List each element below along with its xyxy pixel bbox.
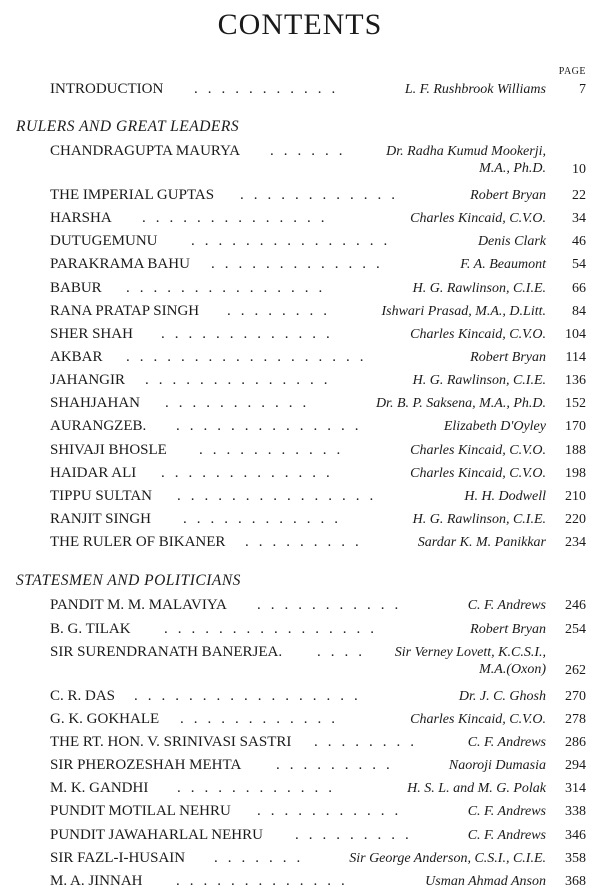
- entry-title: SHIVAJI BHOSLE: [50, 441, 167, 458]
- entry-page-number: 34: [572, 211, 586, 227]
- leader-dots: ...........: [257, 803, 409, 820]
- entry-page-number: 358: [565, 850, 586, 866]
- entry-title: AURANGZEB.: [50, 418, 147, 435]
- entry-author: Charles Kincaid, C.V.O.: [410, 211, 546, 227]
- toc-entry: [50, 415, 586, 438]
- toc-entry: [50, 777, 586, 800]
- toc-entry: [50, 300, 586, 323]
- entry-title: RANJIT SINGH: [50, 511, 151, 528]
- toc-entry: [50, 230, 586, 253]
- leader-dots: ........: [227, 302, 337, 319]
- entry-title: SHER SHAH: [50, 325, 133, 342]
- toc-entry: [50, 346, 586, 369]
- entry-page-number: 286: [565, 734, 586, 750]
- leader-dots: .............: [211, 256, 390, 273]
- toc-entry: [50, 78, 586, 101]
- entry-title: SIR FAZL-I-HUSAIN: [50, 849, 186, 866]
- entry-page-number: 314: [565, 781, 586, 797]
- entry-title: INTRODUCTION: [50, 81, 164, 97]
- entry-page-number: 234: [565, 535, 586, 551]
- leader-dots: ...............: [126, 279, 333, 296]
- leader-dots: ................: [164, 620, 384, 637]
- toc-entry: [50, 184, 586, 207]
- leader-dots: ......: [270, 143, 353, 159]
- entry-page-number: 270: [565, 688, 586, 704]
- page-title: CONTENTS: [217, 8, 383, 41]
- toc-entry: [50, 508, 586, 531]
- toc-entry: [50, 392, 586, 415]
- leader-dots: ............: [180, 710, 345, 727]
- entry-title: RANA PRATAP SINGH: [50, 302, 200, 319]
- entry-author: Dr. J. C. Ghosh: [458, 688, 546, 704]
- entry-title: THE RT. HON. V. SRINIVASI SASTRI: [50, 733, 292, 750]
- entry-page-number: 188: [565, 442, 586, 458]
- entry-page-number: 220: [565, 512, 586, 528]
- entry-author: F. A. Beaumont: [460, 257, 546, 273]
- entry-author: Charles Kincaid, C.V.O.: [410, 442, 546, 458]
- entry-page-number: 198: [565, 465, 586, 481]
- entry-title: SHAHJAHAN: [50, 395, 141, 412]
- entry-author: C. F. Andrews: [467, 598, 546, 614]
- entry-page-number: 10: [572, 162, 586, 177]
- entry-author: Elizabeth D'Oyley: [443, 419, 546, 435]
- entry-page-number: 210: [565, 488, 586, 504]
- entry-page-number: 46: [572, 234, 586, 250]
- entry-author: Ishwari Prasad, M.A., D.Litt.: [381, 303, 546, 319]
- entry-author: H. G. Rawlinson, C.I.E.: [412, 280, 546, 296]
- leader-dots: ..............: [176, 418, 369, 435]
- section-heading: RULERS AND GREAT LEADERS: [16, 118, 240, 135]
- leader-dots: ............: [177, 780, 342, 797]
- entry-page-number: 114: [565, 350, 586, 366]
- entry-title: HARSHA: [50, 210, 112, 227]
- entry-title: PUNDIT MOTILAL NEHRU: [50, 803, 231, 820]
- entry-page-number: 254: [565, 621, 586, 637]
- leader-dots: .............: [161, 464, 340, 481]
- entry-author: Robert Bryan: [470, 187, 546, 203]
- leader-dots: ...........: [199, 441, 351, 458]
- entry-page-number: 104: [565, 326, 586, 342]
- leader-dots: .........: [295, 826, 419, 843]
- leader-dots: ...............: [191, 233, 398, 250]
- entry-page-number: 7: [579, 82, 586, 97]
- leader-dots: .........: [276, 757, 400, 774]
- toc-entry: [50, 800, 586, 823]
- entry-page-number: 170: [565, 419, 586, 435]
- toc-entry: [50, 369, 586, 392]
- entry-author: Charles Kincaid, C.V.O.: [410, 465, 546, 481]
- entry-page-number: 368: [565, 873, 586, 889]
- toc-entry: [50, 847, 586, 870]
- leader-dots: ..............: [142, 210, 335, 227]
- entry-author: Robert Bryan: [470, 621, 546, 637]
- leader-dots: ........: [314, 733, 424, 750]
- entry-author: C. F. Andrews: [467, 804, 546, 820]
- leader-dots: .........: [245, 534, 369, 551]
- entry-title: THE RULER OF BIKANER: [50, 534, 226, 551]
- leader-dots: .............: [161, 325, 340, 342]
- entry-title: PANDIT M. M. MALAVIYA: [50, 597, 227, 614]
- entry-author: Denis Clark: [477, 234, 546, 250]
- leader-dots: ..............: [145, 372, 338, 389]
- entry-title: SIR PHEROZESHAH MEHTA: [50, 757, 242, 774]
- entry-author: Sir George Anderson, C.S.I., C.I.E.: [349, 850, 546, 866]
- entry-title: PUNDIT JAWAHARLAL NEHRU: [50, 826, 263, 843]
- entry-title: C. R. DAS: [50, 687, 116, 704]
- entry-author: H. G. Rawlinson, C.I.E.: [412, 512, 546, 528]
- toc-entry: [50, 462, 586, 485]
- section-heading: STATESMEN AND POLITICIANS: [16, 572, 241, 590]
- entry-author: Naoroji Dumasia: [448, 758, 546, 774]
- entry-page-number: 346: [565, 827, 586, 843]
- entry-author-continued: M.A., Ph.D.: [479, 161, 546, 176]
- toc-entry: [50, 685, 586, 708]
- entry-author: Sardar K. M. Panikkar: [417, 535, 546, 551]
- entry-author: H. S. L. and M. G. Polak: [407, 781, 546, 797]
- entry-author: Charles Kincaid, C.V.O.: [410, 711, 546, 727]
- page-column-label: PAGE: [558, 66, 586, 77]
- entry-title: BABUR: [50, 279, 102, 296]
- entry-title: DUTUGEMUNU: [50, 233, 158, 250]
- entry-page-number: 246: [565, 598, 586, 614]
- entry-author: C. F. Andrews: [467, 827, 546, 843]
- entry-author: H. G. Rawlinson, C.I.E.: [412, 373, 546, 389]
- toc-entry: [50, 277, 586, 300]
- entry-title: M. K. GANDHI: [50, 780, 149, 797]
- entry-title: B. G. TILAK: [50, 620, 131, 637]
- entry-title: G. K. GOKHALE: [50, 710, 160, 727]
- entry-title: AKBAR: [50, 349, 103, 366]
- entry-title: TIPPU SULTAN: [50, 487, 153, 504]
- toc-entry: [50, 140, 586, 177]
- toc-entry: [50, 439, 586, 462]
- entry-author: H. H. Dodwell: [464, 488, 546, 504]
- entry-author: L. F. Rushbrook Williams: [404, 82, 546, 97]
- leader-dots: .......: [214, 849, 311, 866]
- toc-entry: [50, 531, 586, 554]
- entry-title: THE IMPERIAL GUPTAS: [50, 186, 215, 203]
- toc-entry: [50, 207, 586, 230]
- entry-page-number: 152: [565, 396, 586, 412]
- entry-page-number: 22: [572, 187, 586, 203]
- entry-title: JAHANGIR: [50, 372, 125, 389]
- entry-page-number: 54: [572, 257, 586, 273]
- toc-entry: [50, 870, 586, 893]
- leader-dots: ....: [317, 643, 372, 660]
- leader-dots: ...........: [257, 597, 409, 614]
- leader-dots: ...........: [194, 81, 346, 97]
- entry-author: Sir Verney Lovett, K.C.S.I.,: [394, 644, 546, 660]
- toc-entry: [50, 641, 586, 678]
- entry-page-number: 136: [565, 373, 586, 389]
- toc-entry: [50, 594, 586, 617]
- leader-dots: ..................: [126, 349, 374, 366]
- toc-entry: [50, 323, 586, 346]
- toc-entry: [50, 754, 586, 777]
- entry-page-number: 338: [565, 804, 586, 820]
- entry-author: Usman Ahmad Anson: [425, 873, 546, 889]
- entry-page-number: 294: [565, 758, 586, 774]
- entry-author: C. F. Andrews: [467, 734, 546, 750]
- leader-dots: ............: [183, 511, 348, 528]
- entry-page-number: 66: [572, 280, 586, 296]
- leader-dots: ............: [240, 186, 405, 203]
- toc-entry: [50, 824, 586, 847]
- toc-entry: [50, 708, 586, 731]
- toc-entry: [50, 731, 586, 754]
- leader-dots: .................: [134, 687, 368, 704]
- entry-page-number: 262: [565, 662, 586, 678]
- entry-page-number: 278: [565, 711, 586, 727]
- entry-author: Dr. B. P. Saksena, M.A., Ph.D.: [375, 396, 546, 412]
- leader-dots: .............: [176, 872, 355, 889]
- leader-dots: ...............: [177, 487, 384, 504]
- entry-author-continued: M.A.(Oxon): [479, 661, 546, 677]
- leader-dots: ...........: [165, 395, 317, 412]
- toc-entry: [50, 618, 586, 641]
- entry-title: PARAKRAMA BAHU: [50, 256, 190, 273]
- entry-author: Dr. Radha Kumud Mookerji,: [386, 144, 546, 159]
- entry-title: M. A. JINNAH: [50, 872, 143, 889]
- entry-title: SIR SURENDRANATH BANERJEA.: [50, 643, 283, 660]
- entry-author: Charles Kincaid, C.V.O.: [410, 326, 546, 342]
- toc-entry: [50, 485, 586, 508]
- entry-title: HAIDAR ALI: [50, 464, 137, 481]
- entry-author: Robert Bryan: [470, 350, 546, 366]
- entry-title: CHANDRAGUPTA MAURYA: [50, 143, 241, 159]
- entry-page-number: 84: [572, 303, 586, 319]
- toc-entry: [50, 253, 586, 276]
